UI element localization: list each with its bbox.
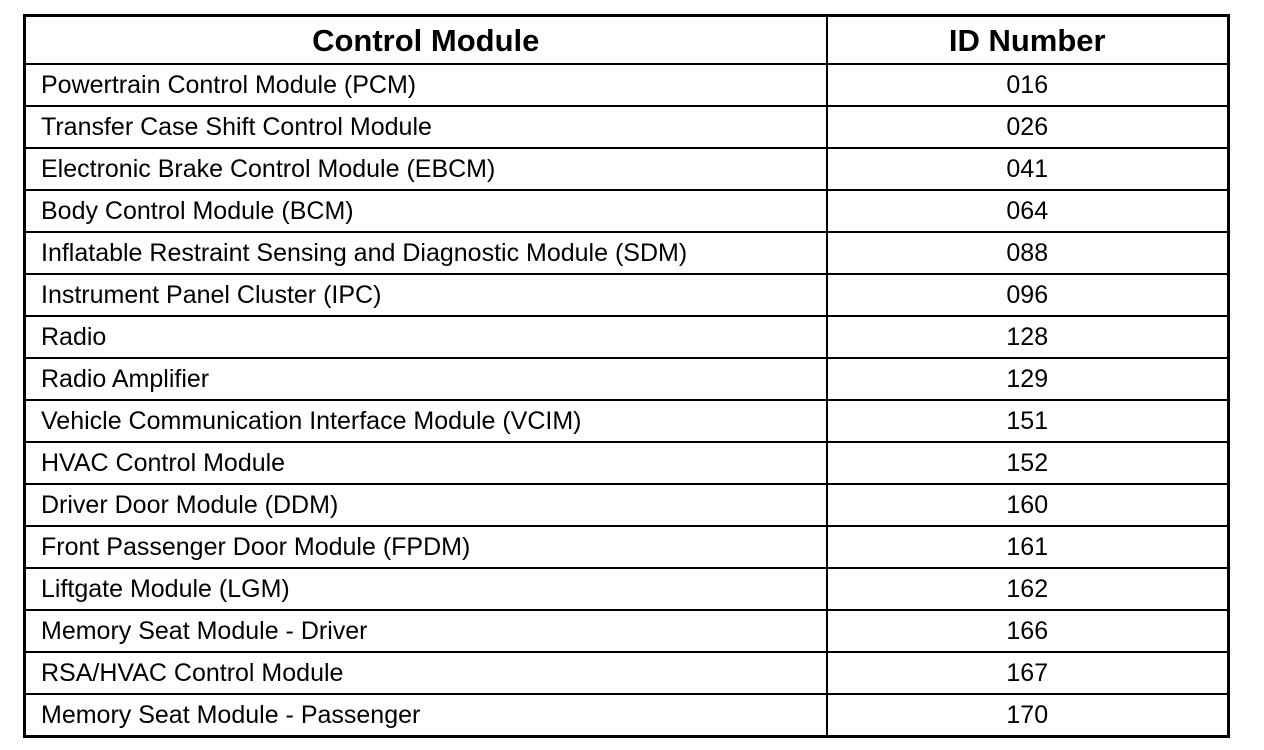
table-header	[25, 16, 1229, 65]
table-row	[25, 442, 1229, 484]
table-row	[25, 274, 1229, 316]
table-row	[25, 316, 1229, 358]
table-body	[25, 64, 1229, 737]
id-number-cell: 152	[827, 442, 1229, 484]
id-number-cell: 096	[827, 274, 1229, 316]
module-name-cell: Memory Seat Module - Driver	[25, 610, 827, 652]
module-name-cell: RSA/HVAC Control Module	[25, 652, 827, 694]
module-name-cell: Electronic Brake Control Module (EBCM)	[25, 148, 827, 190]
control-module-id-table	[23, 14, 1230, 738]
id-number-cell: 170	[827, 694, 1229, 737]
id-number-cell: 026	[827, 106, 1229, 148]
module-name-cell: Transfer Case Shift Control Module	[25, 106, 827, 148]
module-name-cell: Powertrain Control Module (PCM)	[25, 64, 827, 106]
module-name-cell: HVAC Control Module	[25, 442, 827, 484]
id-number-cell: 064	[827, 190, 1229, 232]
id-number-cell: 151	[827, 400, 1229, 442]
id-number-cell: 162	[827, 568, 1229, 610]
id-number-cell: 129	[827, 358, 1229, 400]
module-name-cell: Driver Door Module (DDM)	[25, 484, 827, 526]
module-name-cell: Vehicle Communication Interface Module (VCIM)	[25, 400, 827, 442]
table-row	[25, 652, 1229, 694]
id-number-cell: 128	[827, 316, 1229, 358]
table-row	[25, 232, 1229, 274]
id-number-cell: 161	[827, 526, 1229, 568]
table-row	[25, 358, 1229, 400]
table-row	[25, 694, 1229, 737]
module-name-cell: Body Control Module (BCM)	[25, 190, 827, 232]
module-name-cell: Instrument Panel Cluster (IPC)	[25, 274, 827, 316]
module-name-cell: Radio	[25, 316, 827, 358]
module-name-cell: Inflatable Restraint Sensing and Diagnostic Module (SDM)	[25, 232, 827, 274]
table-row	[25, 148, 1229, 190]
id-number-cell: 160	[827, 484, 1229, 526]
id-number-cell: 167	[827, 652, 1229, 694]
table-row	[25, 526, 1229, 568]
table-row	[25, 484, 1229, 526]
module-name-cell: Liftgate Module (LGM)	[25, 568, 827, 610]
module-name-cell: Radio Amplifier	[25, 358, 827, 400]
header-id-number: ID Number	[827, 16, 1229, 65]
header-control-module: Control Module	[25, 16, 827, 65]
header-row	[25, 16, 1229, 65]
id-number-cell: 016	[827, 64, 1229, 106]
table-row	[25, 64, 1229, 106]
table-row	[25, 190, 1229, 232]
module-name-cell: Front Passenger Door Module (FPDM)	[25, 526, 827, 568]
table-row	[25, 568, 1229, 610]
table-row	[25, 106, 1229, 148]
id-number-cell: 088	[827, 232, 1229, 274]
module-name-cell: Memory Seat Module - Passenger	[25, 694, 827, 737]
id-number-cell: 041	[827, 148, 1229, 190]
table-row	[25, 610, 1229, 652]
id-number-cell: 166	[827, 610, 1229, 652]
table-row	[25, 400, 1229, 442]
